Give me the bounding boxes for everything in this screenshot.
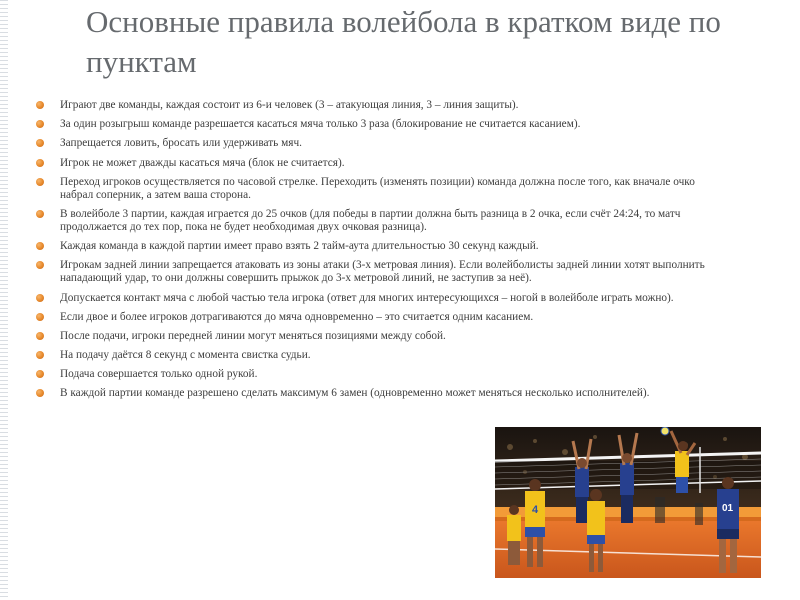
- bullet-text: Подача совершается только одной рукой.: [60, 368, 258, 381]
- bullet-item: [36, 368, 726, 381]
- bullet-item: [36, 387, 726, 400]
- bullet-dot-icon: [36, 294, 44, 302]
- bullet-dot-icon: [36, 242, 44, 250]
- bullet-item: [36, 208, 726, 234]
- bullet-dot-icon: [36, 139, 44, 147]
- slide-edge-decoration: [0, 0, 8, 600]
- bullet-dot-icon: [36, 261, 44, 269]
- bullet-text: Переход игроков осуществляется по часовой стрелке. Переходить (изменять позиции) команда должна после того, как вначале очко набрал соперник, а затем ваша сторона.: [60, 175, 695, 201]
- bullet-dot-icon: [36, 389, 44, 397]
- bullet-item: [36, 292, 726, 305]
- bullet-dot-icon: [36, 101, 44, 109]
- bullet-text: За один розыгрыш команде разрешается касаться мяча только 3 раза (блокирование не считается касанием).: [60, 118, 581, 131]
- bullet-item: [36, 99, 726, 112]
- bullet-item: [36, 349, 726, 362]
- bullet-text: В волейболе 3 партии, каждая играется до 25 очков (для победы в партии должна быть разница в 2 очка, если счёт 24:24, то матч продолжается до тех пор, пока не будет необходимая двух очковая разница).: [60, 207, 681, 233]
- bullet-item: [36, 118, 726, 131]
- bullet-dot-icon: [36, 351, 44, 359]
- bullet-text: Игрокам задней линии запрещается атаковать из зоны атаки (3-х метровая линия). Если волейболисты задней линии хотят выполнить нападающий удар, то они должны совершить прыжок до 3-х метровой линий, не заступив за неё).: [60, 259, 705, 285]
- bullet-dot-icon: [36, 313, 44, 321]
- bullet-dot-icon: [36, 120, 44, 128]
- bullet-dot-icon: [36, 178, 44, 186]
- bullet-text: Если двое и более игроков дотрагиваются до мяча одновременно – это считается одним касанием.: [60, 310, 534, 323]
- bullet-item: [36, 240, 726, 253]
- bullet-dot-icon: [36, 332, 44, 340]
- bullet-text: Запрещается ловить, бросать или удерживать мяч.: [60, 137, 303, 150]
- bullet-dot-icon: [36, 159, 44, 167]
- bullet-item: [36, 137, 726, 150]
- volleyball-photo-illustration: [495, 427, 761, 578]
- bullet-text: Играют две команды, каждая состоит из 6-и человек (3 – атакующая линия, 3 – линия защиты).: [60, 99, 519, 111]
- bullet-text: После подачи, игроки передней линии могут меняться позициями между собой.: [60, 329, 446, 342]
- bullet-item: [36, 330, 726, 343]
- slide-title: Основные правила волейбола в кратком виде по пунктам: [86, 4, 721, 79]
- jersey-number: 01: [722, 503, 734, 514]
- bullet-item: [36, 311, 726, 324]
- bullet-item: [36, 176, 726, 202]
- bullet-list: [36, 99, 726, 407]
- bullet-text: Игрок не может дважды касаться мяча (блок не считается).: [60, 156, 345, 169]
- bullet-item: [36, 157, 726, 170]
- jersey-number: 4: [532, 504, 539, 516]
- bullet-item: [36, 259, 726, 285]
- bullet-text: Допускается контакт мяча с любой частью тела игрока (ответ для многих интересующихся – ногой в волейболе играть можно).: [60, 291, 674, 304]
- bullet-text: На подачу даётся 8 секунд с момента свистка судьи.: [60, 349, 311, 362]
- bullet-dot-icon: [36, 370, 44, 378]
- bullet-text: Каждая команда в каждой партии имеет право взять 2 тайм-аута длительностью 30 секунд каждый.: [60, 240, 539, 253]
- volleyball-ball: [661, 427, 669, 435]
- bullet-dot-icon: [36, 210, 44, 218]
- volleyball-photo: [495, 425, 761, 578]
- bullet-text: В каждой партии команде разрешено сделать максимум 6 замен (одновременно может меняться несколько исполнителей).: [60, 387, 650, 400]
